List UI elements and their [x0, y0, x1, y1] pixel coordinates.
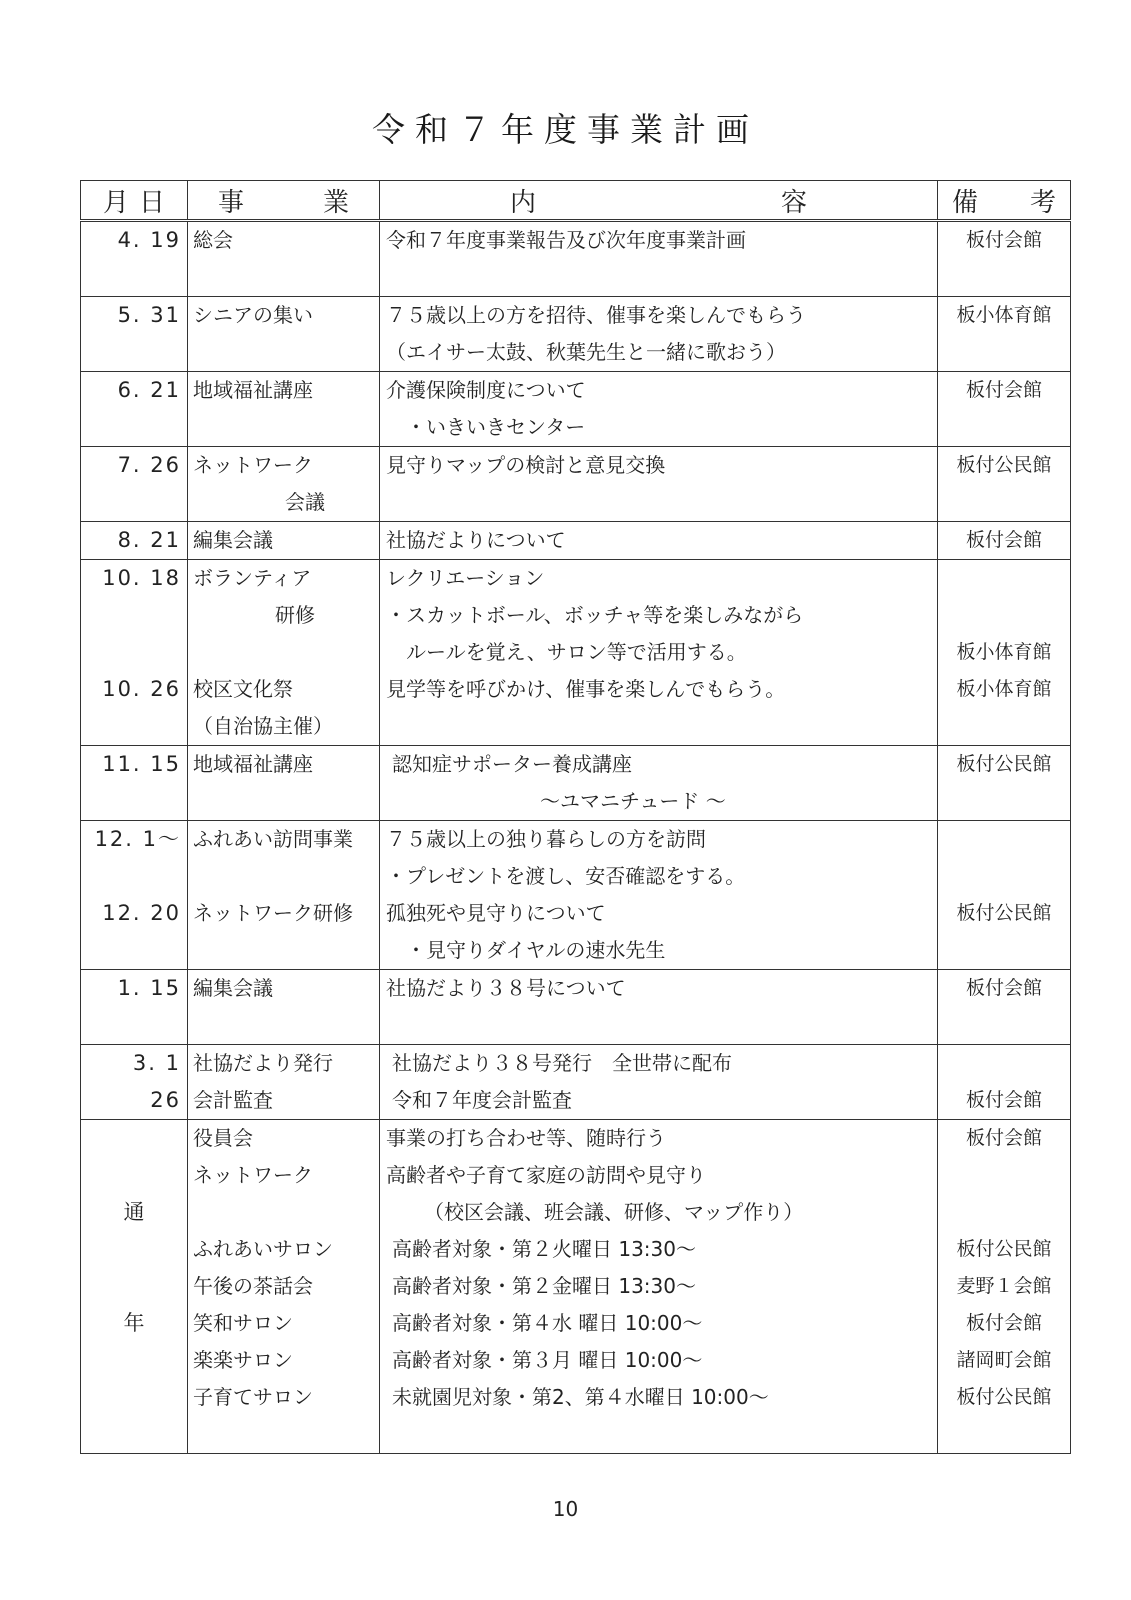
event-cell: シニアの集い — [188, 297, 380, 372]
table-row — [81, 1045, 1071, 1120]
page-title: 令和７年度事業計画 — [372, 110, 759, 149]
content-cell: 社協だより３８号発行 全世帯に配布 令和７年度会計監査 — [380, 1045, 938, 1120]
content-cell: 事業の打ち合わせ等、随時行う 高齢者や子育て家庭の訪問や見守り （校区会議、班会議、研修、マップ作り） 高齢者対象・第２火曜日 13:30～ 高齢者対象・第２金曜日 13:30～ 高齢者対象・第４水 曜日 10:00～ 高齢者対象・第３月 曜日 10:00～ 未就園児対象・第2、第４水曜日 10:00～ — [380, 1120, 938, 1454]
header-event: 事 業 — [188, 181, 380, 221]
note-cell: 板付公民館 — [938, 447, 1071, 522]
note-cell: 板付会館 — [938, 372, 1071, 447]
table-row — [81, 297, 1071, 372]
table-row — [81, 447, 1071, 522]
event-cell: 編集会議 — [188, 970, 380, 1045]
note-cell: 板付会館 — [938, 522, 1071, 560]
table-row — [81, 522, 1071, 560]
header-date: 月 日 — [81, 181, 188, 221]
event-cell: 編集会議 — [188, 522, 380, 560]
date-cell: 1. 15 — [81, 970, 188, 1045]
year-round-label-cell — [81, 1120, 188, 1454]
page-number: 10 — [552, 1497, 579, 1521]
date-cell: 4. 19 — [81, 221, 188, 297]
event-cell: 役員会 ネットワーク ふれあいサロン 午後の茶話会 笑和サロン 楽楽サロン 子育てサロン — [188, 1120, 380, 1454]
date-cell: 6. 21 — [81, 372, 188, 447]
event-cell: 総会 — [188, 221, 380, 297]
year-round-label-top: 通 — [123, 1200, 145, 1224]
table-row — [81, 746, 1071, 821]
note-cell: 板小体育館 板小体育館 — [938, 560, 1071, 746]
note-cell: 板付会館 板付公民館 麦野１会館 板付会館 諸岡町会館 板付公民館 — [938, 1120, 1071, 1454]
date-cell: 12. 1～ 12. 20 — [81, 821, 188, 970]
table-row — [81, 221, 1071, 297]
header-content: 内 容 — [380, 181, 938, 221]
table-row-year-round — [81, 1120, 1071, 1454]
table-row — [81, 821, 1071, 970]
content-cell: 社協だよりについて — [380, 522, 938, 560]
note-cell: 板付公民館 — [938, 821, 1071, 970]
table-row — [81, 560, 1071, 746]
year-round-label-bottom: 年 — [123, 1311, 145, 1335]
content-cell: 認知症サポーター養成講座 ～ユマニチュード ～ — [380, 746, 938, 821]
note-cell: 板小体育館 — [938, 297, 1071, 372]
event-cell: 社協だより発行 会計監査 — [188, 1045, 380, 1120]
event-plan-table — [80, 180, 1071, 1454]
note-cell: 板付会館 — [938, 221, 1071, 297]
note-cell: 板付会館 — [938, 1045, 1071, 1120]
header-note: 備 考 — [938, 181, 1071, 221]
content-cell: 令和７年度事業報告及び次年度事業計画 — [380, 221, 938, 297]
event-cell: ボランティア 研修 校区文化祭 （自治協主催） — [188, 560, 380, 746]
content-cell: レクリエーション ・スカットボール、ボッチャ等を楽しみながら ルールを覚え、サロン等で活用する。 見学等を呼びかけ、催事を楽しんでもらう。 — [380, 560, 938, 746]
content-cell: ７５歳以上の独り暮らしの方を訪問 ・プレゼントを渡し、安否確認をする。 孤独死や見守りについて ・見守りダイヤルの速水先生 — [380, 821, 938, 970]
event-cell: ネットワーク 会議 — [188, 447, 380, 522]
note-cell: 板付公民館 — [938, 746, 1071, 821]
table-header-row — [81, 181, 1071, 221]
note-cell: 板付会館 — [938, 970, 1071, 1045]
date-cell: 3. 1 26 — [81, 1045, 188, 1120]
table-row — [81, 372, 1071, 447]
content-cell: 社協だより３８号について — [380, 970, 938, 1045]
event-cell: ふれあい訪問事業 ネットワーク研修 — [188, 821, 380, 970]
table-row — [81, 970, 1071, 1045]
date-cell: 8. 21 — [81, 522, 188, 560]
event-cell: 地域福祉講座 — [188, 746, 380, 821]
date-cell: 7. 26 — [81, 447, 188, 522]
date-cell: 5. 31 — [81, 297, 188, 372]
date-cell: 11. 15 — [81, 746, 188, 821]
content-cell: 見守りマップの検討と意見交換 — [380, 447, 938, 522]
content-cell: ７５歳以上の方を招待、催事を楽しんでもらう （エイサー太鼓、秋葉先生と一緒に歌おう） — [380, 297, 938, 372]
date-cell: 10. 18 10. 26 — [81, 560, 188, 746]
event-cell: 地域福祉講座 — [188, 372, 380, 447]
content-cell: 介護保険制度について ・いきいきセンター — [380, 372, 938, 447]
